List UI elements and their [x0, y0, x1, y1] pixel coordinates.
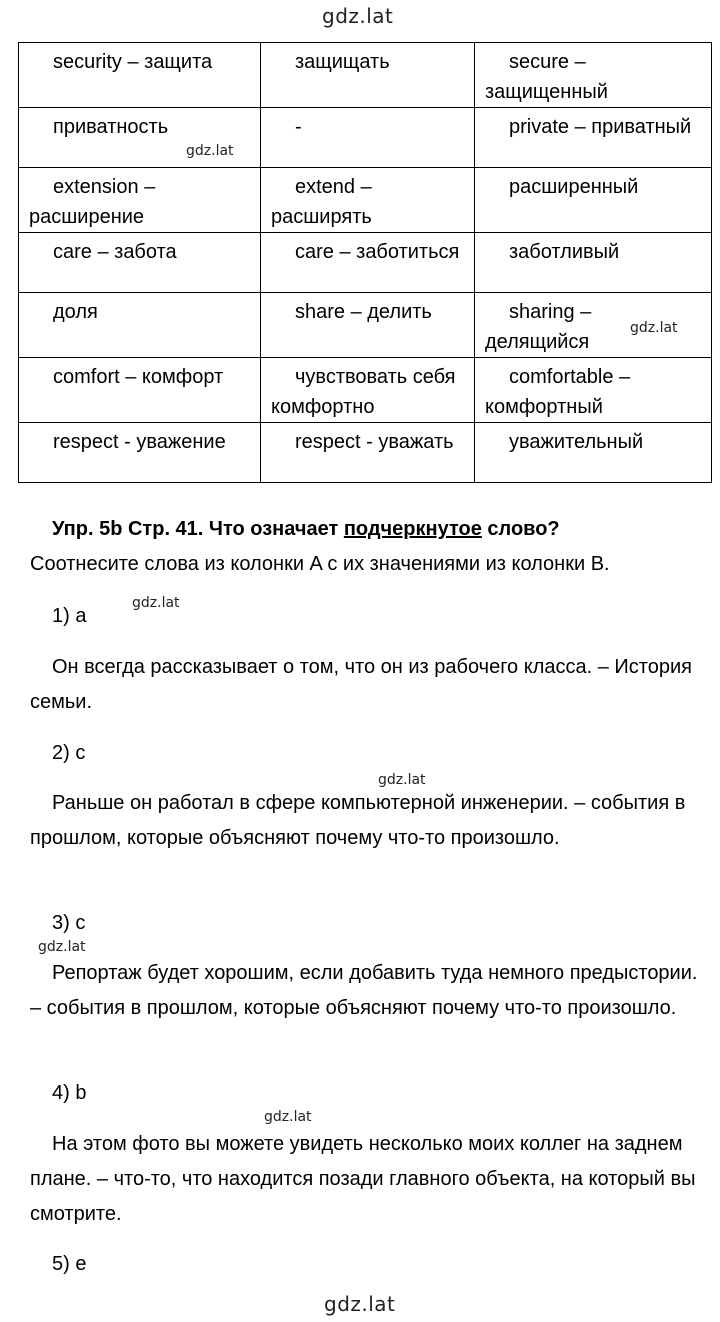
- table-cell: extension – расширение: [19, 168, 261, 233]
- table-cell: sharing – делящийся: [475, 293, 712, 358]
- table-row: [19, 168, 712, 233]
- exercise-instruction: Соотнесите слова из колонки A с их значениями из колонки B.: [30, 553, 610, 575]
- answer-label: 5) e: [52, 1253, 87, 1275]
- watermark-bottom: gdz.lat: [324, 1292, 396, 1316]
- table-cell: заботливый: [475, 233, 712, 293]
- table-cell: уважительный: [475, 423, 712, 483]
- exercise-heading: [52, 518, 560, 541]
- word-formation-table: [18, 42, 712, 483]
- answer-label: 2) c: [52, 742, 86, 764]
- heading-text: Упр. 5b Стр. 41. Что означает: [52, 518, 344, 540]
- heading-text-end: слово?: [481, 518, 560, 540]
- watermark: gdz.lat: [186, 143, 234, 159]
- table-row: [19, 423, 712, 483]
- table-cell: private – приватный: [475, 108, 712, 168]
- answer-sentence: Он всегда рассказывает о том, что он из рабочего класса. – История семьи.: [30, 656, 692, 713]
- table-cell: comfort – комфорт: [19, 358, 261, 423]
- table-cell: care – забота: [19, 233, 261, 293]
- answer-sentence: Репортаж будет хорошим, если добавить туда немного предыстории. – события в прошлом, которые объясняют почему что-то произошло.: [30, 962, 698, 1019]
- heading-underlined-word: подчеркнутое: [343, 518, 482, 540]
- watermark: gdz.lat: [38, 939, 86, 955]
- watermark: gdz.lat: [264, 1109, 312, 1125]
- table-row: [19, 108, 712, 168]
- watermark-top: gdz.lat: [322, 4, 394, 28]
- table-cell: security – защита: [19, 43, 261, 108]
- answer-label: 4) b: [52, 1082, 87, 1104]
- answer-sentence: Раньше он работал в сфере компьютерной инженерии. – события в прошлом, которые объясняют почему что-то произошло.: [30, 792, 686, 849]
- table-cell: защищать: [261, 43, 475, 108]
- table-cell: comfortable – комфортный: [475, 358, 712, 423]
- answer-sentence: На этом фото вы можете увидеть несколько моих коллег на заднем плане. – что-то, что находится позади главного объекта, на который вы смотрите.: [30, 1133, 696, 1225]
- watermark: gdz.lat: [378, 772, 426, 788]
- table-row: [19, 233, 712, 293]
- table-cell: respect - уважение: [19, 423, 261, 483]
- watermark: gdz.lat: [630, 320, 678, 336]
- table-cell: доля: [19, 293, 261, 358]
- table-cell: care – заботиться: [261, 233, 475, 293]
- table-cell: extend – расширять: [261, 168, 475, 233]
- table-row: [19, 293, 712, 358]
- table-cell: secure – защищенный: [475, 43, 712, 108]
- watermark: gdz.lat: [132, 595, 180, 611]
- table-cell: приватность: [19, 108, 261, 168]
- table-cell: share – делить: [261, 293, 475, 358]
- answer-label: 1) a: [52, 605, 87, 627]
- table-cell: respect - уважать: [261, 423, 475, 483]
- table-row: [19, 43, 712, 108]
- table-cell: -: [261, 108, 475, 168]
- table-row: [19, 358, 712, 423]
- table-cell: чувствовать себя комфортно: [261, 358, 475, 423]
- table-cell: расширенный: [475, 168, 712, 233]
- answer-label: 3) c: [52, 912, 86, 934]
